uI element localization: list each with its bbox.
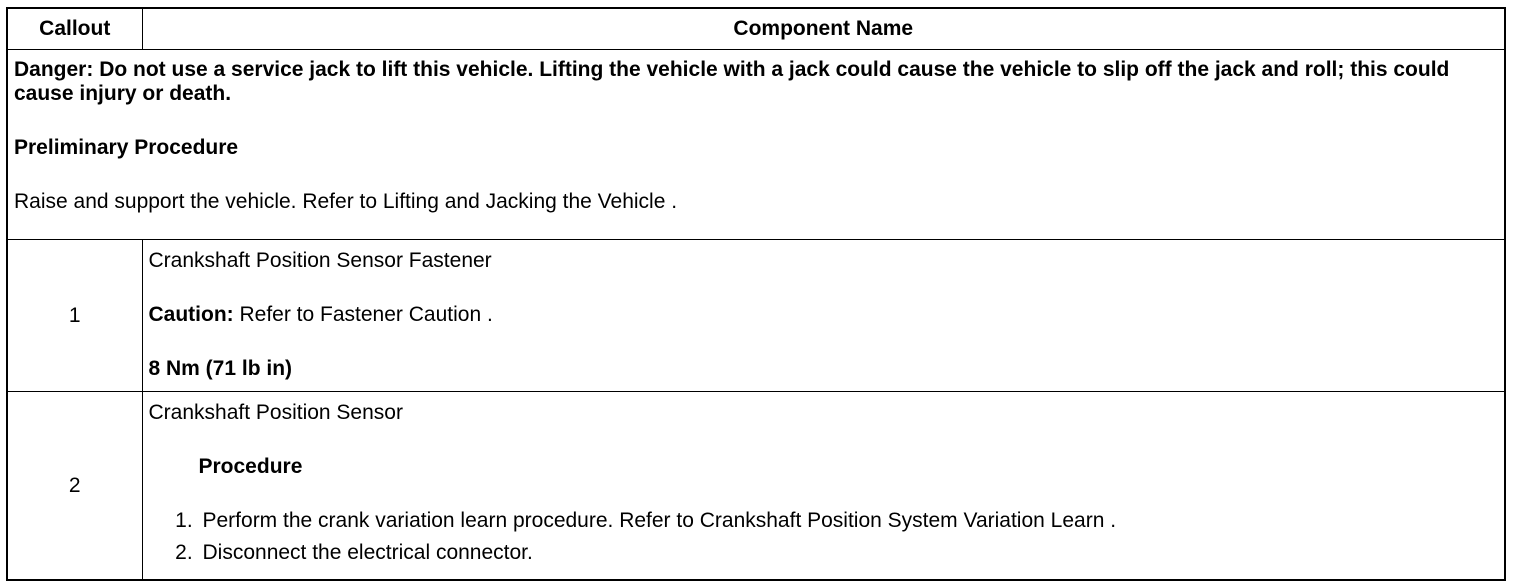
caution-label: Caution: bbox=[148, 303, 234, 326]
callout-header: Callout bbox=[7, 8, 142, 50]
component-table bbox=[6, 7, 1506, 581]
header-row bbox=[7, 8, 1505, 50]
preliminary-procedure-title: Preliminary Procedure bbox=[14, 136, 239, 159]
component-name: Crankshaft Position Sensor bbox=[148, 401, 403, 424]
procedure-steps bbox=[149, 509, 1499, 565]
caution-notice bbox=[149, 303, 1499, 327]
procedure-step: 2. Disconnect the electrical connector. bbox=[199, 541, 1499, 565]
table-row bbox=[7, 392, 1505, 581]
danger-notice bbox=[14, 58, 1498, 106]
callout-number: 2 bbox=[7, 392, 142, 581]
torque-spec: 8 Nm (71 lb in) bbox=[148, 357, 293, 380]
caution-text: Refer to Fastener Caution . bbox=[239, 303, 493, 326]
component-name: Crankshaft Position Sensor Fastener bbox=[148, 249, 492, 272]
preliminary-procedure-text: Raise and support the vehicle. Refer to Lifting and Jacking the Vehicle . bbox=[14, 190, 678, 213]
table-row bbox=[7, 240, 1505, 392]
procedure-step: 1. Perform the crank variation learn procedure. Refer to Crankshaft Position System Variation Learn . bbox=[199, 509, 1499, 533]
danger-text: Do not use a service jack to lift this vehicle. Lifting the vehicle with a jack could cause the vehicle to slip off the jack and roll; this could cause injury or death. bbox=[14, 58, 1450, 105]
component-cell bbox=[142, 392, 1505, 581]
preliminary-row bbox=[7, 50, 1505, 240]
procedure-title: Procedure bbox=[198, 455, 303, 478]
preliminary-cell bbox=[7, 50, 1505, 240]
component-name-header: Component Name bbox=[142, 8, 1505, 50]
component-cell bbox=[142, 240, 1505, 392]
danger-label: Danger: bbox=[14, 58, 94, 81]
callout-number: 1 bbox=[7, 240, 142, 392]
